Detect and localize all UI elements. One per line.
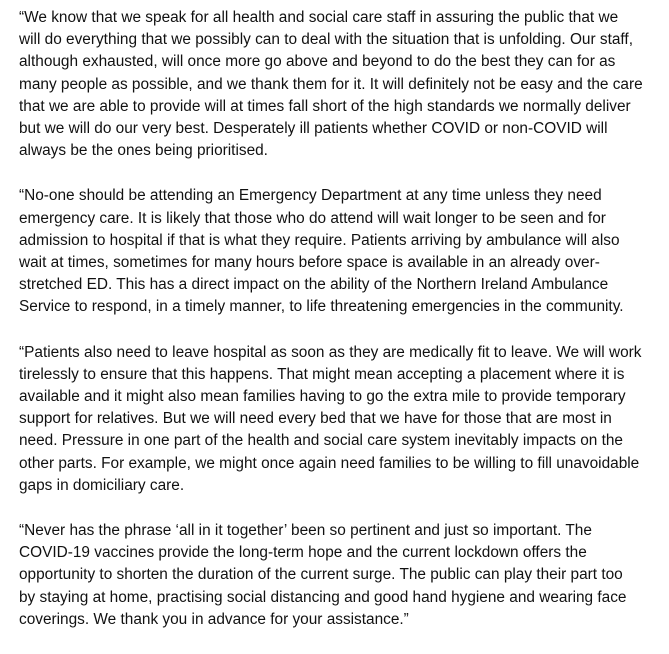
paragraph-hospital-discharge: “Patients also need to leave hospital as soon as they are medically fit to leave. We will work tirelessly to ensure that this happens. That might mean accepting a placement where it is available and it might also mean families having to go the extra mile to provide temporary support for relatives. But we will need every bed that we have for those that are most in need. Pressure in one part of the health and social care system inevitably impacts on the other parts. For example, we might once again need families to be willing to fill unavoidable gaps in domiciliary care. xyxy=(19,343,642,494)
statement-document xyxy=(19,7,659,654)
paragraph-staff-commitment: “We know that we speak for all health and social care staff in assuring the public that we will do everything that we possibly can to deal with the situation that is unfolding. Our staff, although exhausted, will once more go above and beyond to do the best they can for as many people as possible, and we thank them for it. It will definitely not be easy and the care that we are able to provide will at times fall short of the high standards we normally deliver but we will do our very best. Desperately ill patients whether COVID or non-COVID will always be the ones being prioritised. xyxy=(19,9,643,160)
paragraph-emergency-department: “No-one should be attending an Emergency Department at any time unless they need emergency care. It is likely that those who do attend will wait longer to be seen and for admission to hospital if that is what they require. Patients arriving by ambulance will also wait at times, sometimes for many hours before space is available in an already over- stretched ED. This has a direct impact on the ability of the Northern Ireland Ambulance Service to respond, in a timely manner, to life threatening emergencies in the community. xyxy=(19,187,624,316)
paragraph-all-in-it-together: “Never has the phrase ‘all in it together’ been so pertinent and just so important. The COVID-19 vaccines provide the long-term hope and the current lockdown offers the opportunity to shorten the duration of the current surge. The public can play their part too by staying at home, practising social distancing and good hand hygiene and wearing face coverings. We thank you in advance for your assistance.” xyxy=(19,522,627,628)
